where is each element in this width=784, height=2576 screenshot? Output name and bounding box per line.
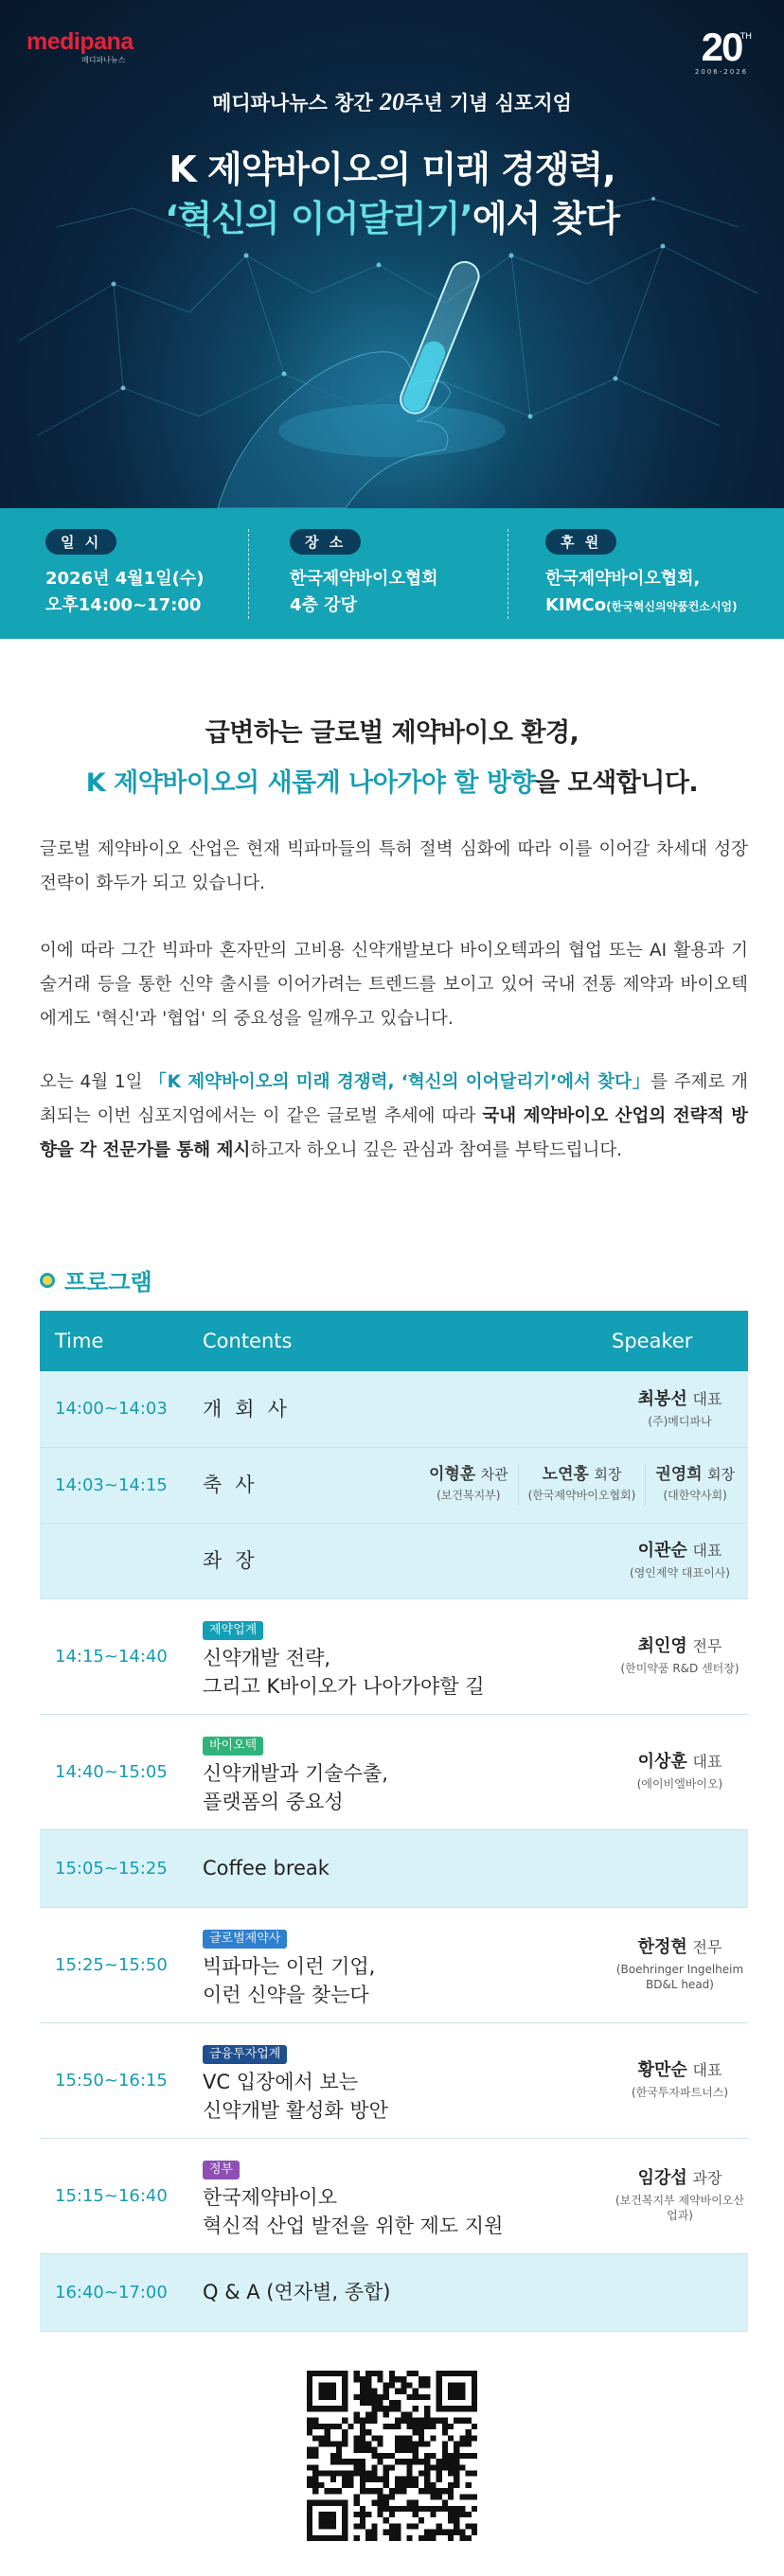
host-label: 후 원 bbox=[545, 529, 616, 555]
anniversary-number: 20 bbox=[701, 25, 742, 69]
table-row: 14:40~15:05 바이오텍 신약개발과 기술수출, 플랫폼의 중요성 이상훈 대표 (에이비엘바이오) bbox=[40, 1714, 748, 1829]
host-info bbox=[545, 529, 738, 620]
intro-paragraph-3: 오는 4월 1일 「K 제약바이오의 미래 경쟁력, ‘혁신의 이어달리기’에서 찾다」를 주제로 개최되는 이번 심포지엄에서는 이 같은 글로벌 추세에 따라 국내 제약바이오 산업의 전략적 방향을 각 전문가를 통해 제시하고자 하오니 깊은 관심과 참여를 부탁드립니다. bbox=[40, 1072, 748, 1160]
date-label: 일 시 bbox=[45, 529, 116, 555]
host-line2: KIMCo(한국혁신의약품컨소시엄) bbox=[545, 595, 738, 615]
anniversary-suffix: TH bbox=[739, 32, 752, 42]
table-row: 14:15~14:40 제약업계 신약개발 전략, 그리고 K바이오가 나아가야할 길 최인영 전무 (한미약품 R&D 센터장) bbox=[40, 1598, 748, 1714]
place-line1: 한국제약바이오협회 bbox=[290, 569, 438, 589]
table-header bbox=[40, 1311, 748, 1371]
qr-code[interactable] bbox=[307, 2371, 477, 2541]
category-tag: 바이오텍 bbox=[203, 1737, 263, 1756]
anniversary-mark: 20 bbox=[380, 88, 404, 115]
table-row: 15:15~16:40 정부 한국제약바이오 혁신적 산업 발전을 위한 제도 지원 임강섭 과장 (보건복지부 제약바이오산업과) bbox=[40, 2138, 748, 2253]
date-line2: 오후14:00~17:00 bbox=[45, 595, 202, 615]
program-table bbox=[40, 1311, 748, 2332]
place-info bbox=[290, 529, 438, 619]
anniversary-years: 2006-2026 bbox=[694, 68, 749, 76]
table-row: 좌장 이관순 대표 (영인제약 대표이사) bbox=[40, 1523, 748, 1598]
table-row: 14:00~14:03 개회사 최봉선 대표 (주)메디파나 bbox=[40, 1371, 748, 1447]
headline-line2: K 제약바이오의 새롭게 나아가야 할 방향을 모색합니다. bbox=[85, 768, 699, 798]
table-row: 15:50~16:15 금융투자업계 VC 입장에서 보는 신약개발 활성화 방안 황만순 대표 (한국투자파트너스) bbox=[40, 2022, 748, 2138]
place-label: 장 소 bbox=[290, 529, 361, 555]
header-time: Time bbox=[40, 1311, 203, 1371]
intro-headline bbox=[0, 712, 784, 799]
anniversary-badge bbox=[687, 26, 756, 76]
symposium-title-quote: 「K 제약바이오의 미래 경쟁력, ‘혁신의 이어달리기’에서 찾다」 bbox=[149, 1072, 651, 1092]
info-divider bbox=[248, 529, 249, 619]
headline-line1: 급변하는 글로벌 제약바이오 환경, bbox=[205, 718, 579, 748]
date-line1: 2026년 4월1일(수) bbox=[45, 569, 205, 589]
bullet-icon bbox=[40, 1273, 55, 1288]
header-contents: Contents bbox=[203, 1311, 612, 1371]
intro-paragraph-1: 글로벌 제약바이오 산업은 현재 빅파마들의 특허 절벽 심화에 따라 이를 이어갈 차세대 성장 전략이 화두가 되고 있습니다. bbox=[40, 839, 748, 893]
category-tag: 금융투자업계 bbox=[203, 2045, 287, 2064]
hero-title-highlight: ‘혁신의 이어달리기’ bbox=[165, 198, 472, 239]
program-heading bbox=[40, 1263, 152, 1297]
host-line1: 한국제약바이오협회, bbox=[545, 569, 701, 589]
event-info-band bbox=[0, 508, 784, 639]
category-tag: 제약업계 bbox=[203, 1621, 263, 1640]
hero-illustration bbox=[0, 0, 784, 508]
table-row: 15:25~15:50 글로벌제약사 빅파마는 이런 기업, 이런 신약을 찾는다 한정현 전무 (Boehringer Ingelheim BD&L head) bbox=[40, 1907, 748, 2022]
program-title: 프로그램 bbox=[64, 1269, 152, 1296]
logo-subtitle: 메디파나뉴스 bbox=[81, 56, 126, 64]
congratulatory-speakers bbox=[419, 1464, 744, 1506]
date-info bbox=[45, 529, 204, 619]
category-tag: 글로벌제약사 bbox=[203, 1930, 287, 1949]
logo-wordmark: medipana bbox=[27, 28, 134, 55]
place-line2: 4층 강당 bbox=[290, 595, 357, 615]
hero-title-line1: K 제약바이오의 미래 경쟁력, bbox=[169, 149, 615, 190]
table-row: 15:05~15:25 Coffee break bbox=[40, 1829, 748, 1907]
header-speaker: Speaker bbox=[612, 1311, 748, 1371]
table-row: 14:03~14:15 축사 이형훈 차관 (보건복지부) 노연홍 회장 (한국제약바이오협회) 권영희 회장 (대한약사회) bbox=[40, 1447, 748, 1523]
hero-subtitle: 메디파나뉴스 창간 20주년 기념 심포지엄 bbox=[212, 88, 572, 115]
hero-banner bbox=[0, 0, 784, 508]
intro-paragraph-2: 이에 따라 그간 빅파마 혼자만의 고비용 신약개발보다 바이오텍과의 협업 또는 AI 활용과 기술거래 등을 통한 신약 출시를 이어가려는 트렌드를 보이고 있어 국내 전통 제약과 바이오텍에게도 '혁신'과 '협업' 의 중요성을 일깨우고 있습니다. bbox=[40, 941, 748, 1029]
hero-title-line2: ‘혁신의 이어달리기’에서 찾다 bbox=[165, 198, 619, 239]
medipana-logo bbox=[27, 28, 134, 64]
category-tag: 정부 bbox=[203, 2161, 240, 2179]
speaker: 노연홍 회장 (한국제약바이오협회) bbox=[518, 1464, 646, 1506]
table-row: 16:40~17:00 Q & A (연자별, 종합) bbox=[40, 2253, 748, 2331]
speaker: 권영희 회장 (대한약사회) bbox=[645, 1464, 744, 1506]
speaker: 이형훈 차관 (보건복지부) bbox=[428, 1465, 508, 1502]
